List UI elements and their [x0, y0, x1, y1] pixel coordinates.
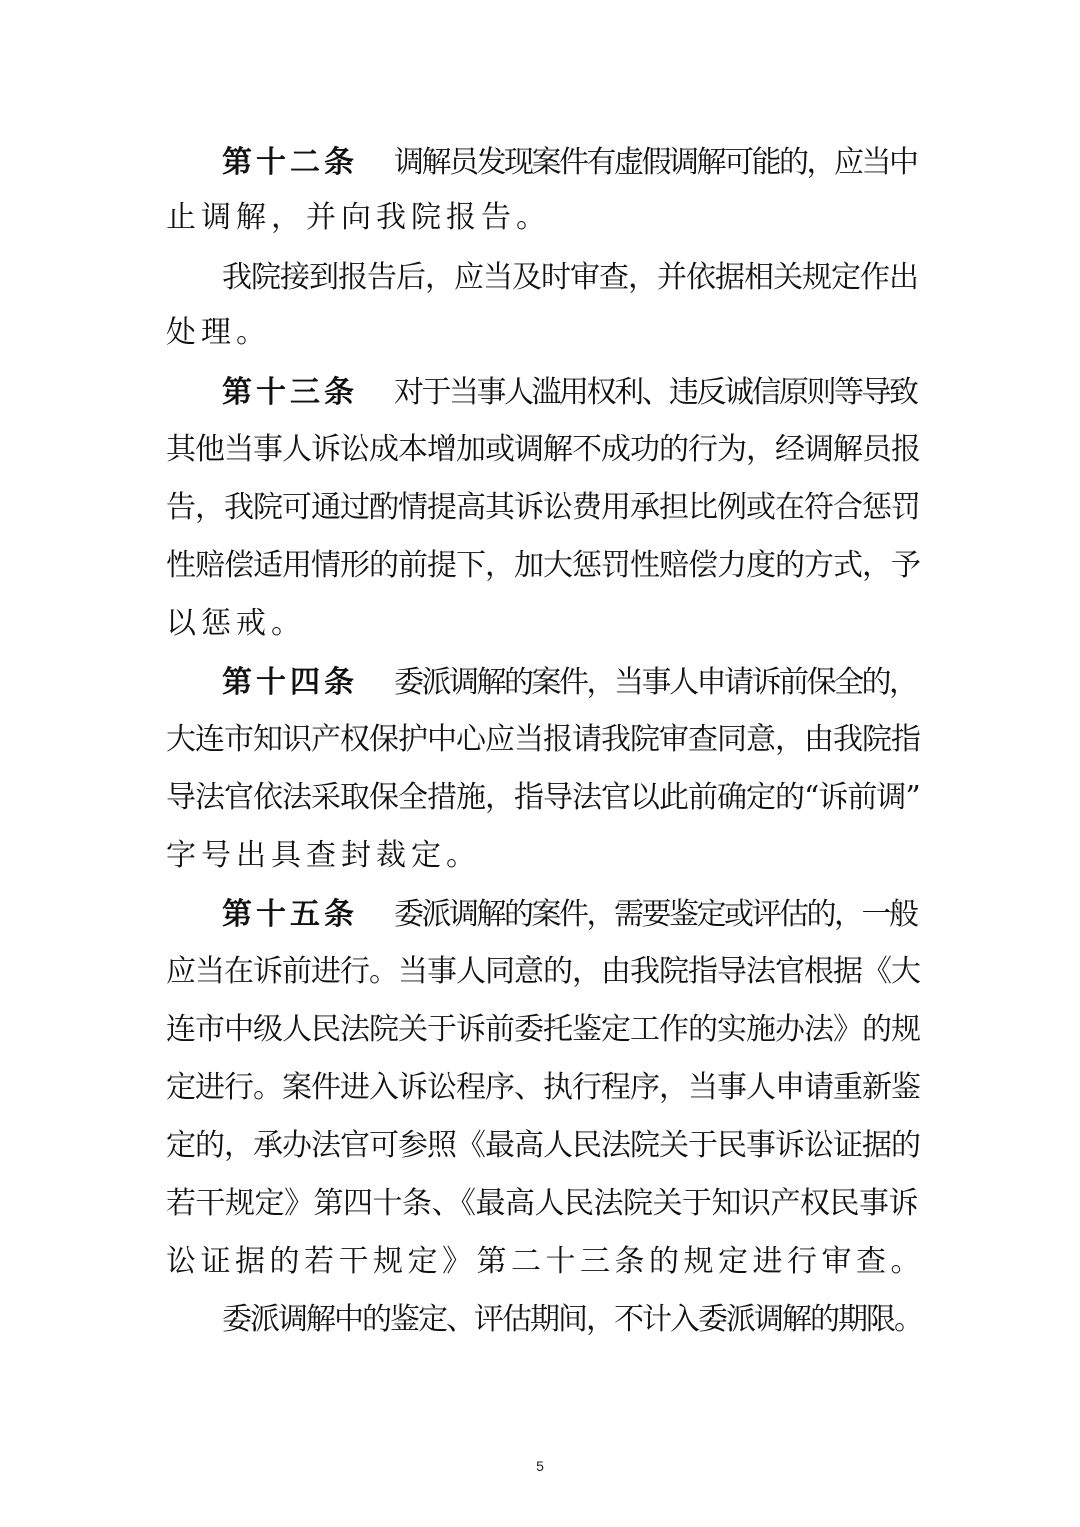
article-15-line-5: 定的，承办法官可参照《最高人民法院关于民事诉讼证据的	[166, 1128, 920, 1163]
article-15-line-6: 若干规定》第四十条、《最高人民法院关于知识产权民事诉	[166, 1186, 918, 1221]
article-12-line-2: 止调解，并向我院报告。	[166, 200, 551, 235]
article-14-line-3: 导法官依法采取保全措施，指导法官以此前确定的“诉前调”	[166, 780, 920, 815]
article-13-line-2: 其他当事人诉讼成本增加或调解不成功的行为，经调解员报	[166, 432, 920, 467]
article-12-heading: 第十二条	[222, 145, 358, 180]
page-number: 5	[536, 1458, 544, 1474]
article-14-line-2: 大连市知识产权保护中心应当报请我院审查同意，由我院指	[166, 722, 920, 757]
article-13-line-1	[222, 373, 917, 413]
article-14-line-4: 字号出具查封裁定。	[166, 838, 481, 873]
article-15-line-3: 连市中级人民法院关于诉前委托鉴定工作的实施办法》的规	[166, 1012, 920, 1047]
paragraph-12b-line-2: 处理。	[166, 315, 271, 350]
paragraph-12b-line-1: 我院接到报告后，应当及时审查，并依据相关规定作出	[222, 260, 918, 295]
article-15-heading: 第十五条	[222, 897, 358, 932]
article-12-text: 调解员发现案件有虚假调解可能的，应当中	[394, 145, 917, 180]
article-14-heading: 第十四条	[222, 665, 358, 700]
article-15-line-7: 讼证据的若干规定》第二十三条的规定进行审查。	[166, 1244, 925, 1279]
article-15-line-4: 定进行。案件进入诉讼程序、执行程序，当事人申请重新鉴	[166, 1070, 920, 1105]
article-15-text: 委派调解的案件，需要鉴定或评估的，一般	[394, 897, 917, 932]
article-13-line-3: 告，我院可通过酌情提高其诉讼费用承担比例或在符合惩罚	[166, 490, 920, 525]
article-13-line-5: 以惩戒。	[166, 606, 306, 641]
article-13-line-4: 性赔偿适用情形的前提下，加大惩罚性赔偿力度的方式，予	[166, 548, 920, 583]
article-15-line-1	[222, 895, 917, 935]
article-12-line-1	[222, 143, 917, 183]
article-15-line-2: 应当在诉前进行。当事人同意的，由我院指导法官根据《大	[166, 954, 920, 989]
article-13-heading: 第十三条	[222, 375, 358, 410]
article-14-line-1	[222, 663, 917, 703]
paragraph-15b-line-1: 委派调解中的鉴定、评估期间，不计入委派调解的期限。	[222, 1302, 922, 1337]
article-14-text: 委派调解的案件，当事人申请诉前保全的，	[394, 665, 917, 700]
article-13-text: 对于当事人滥用权利、违反诚信原则等导致	[394, 375, 917, 410]
